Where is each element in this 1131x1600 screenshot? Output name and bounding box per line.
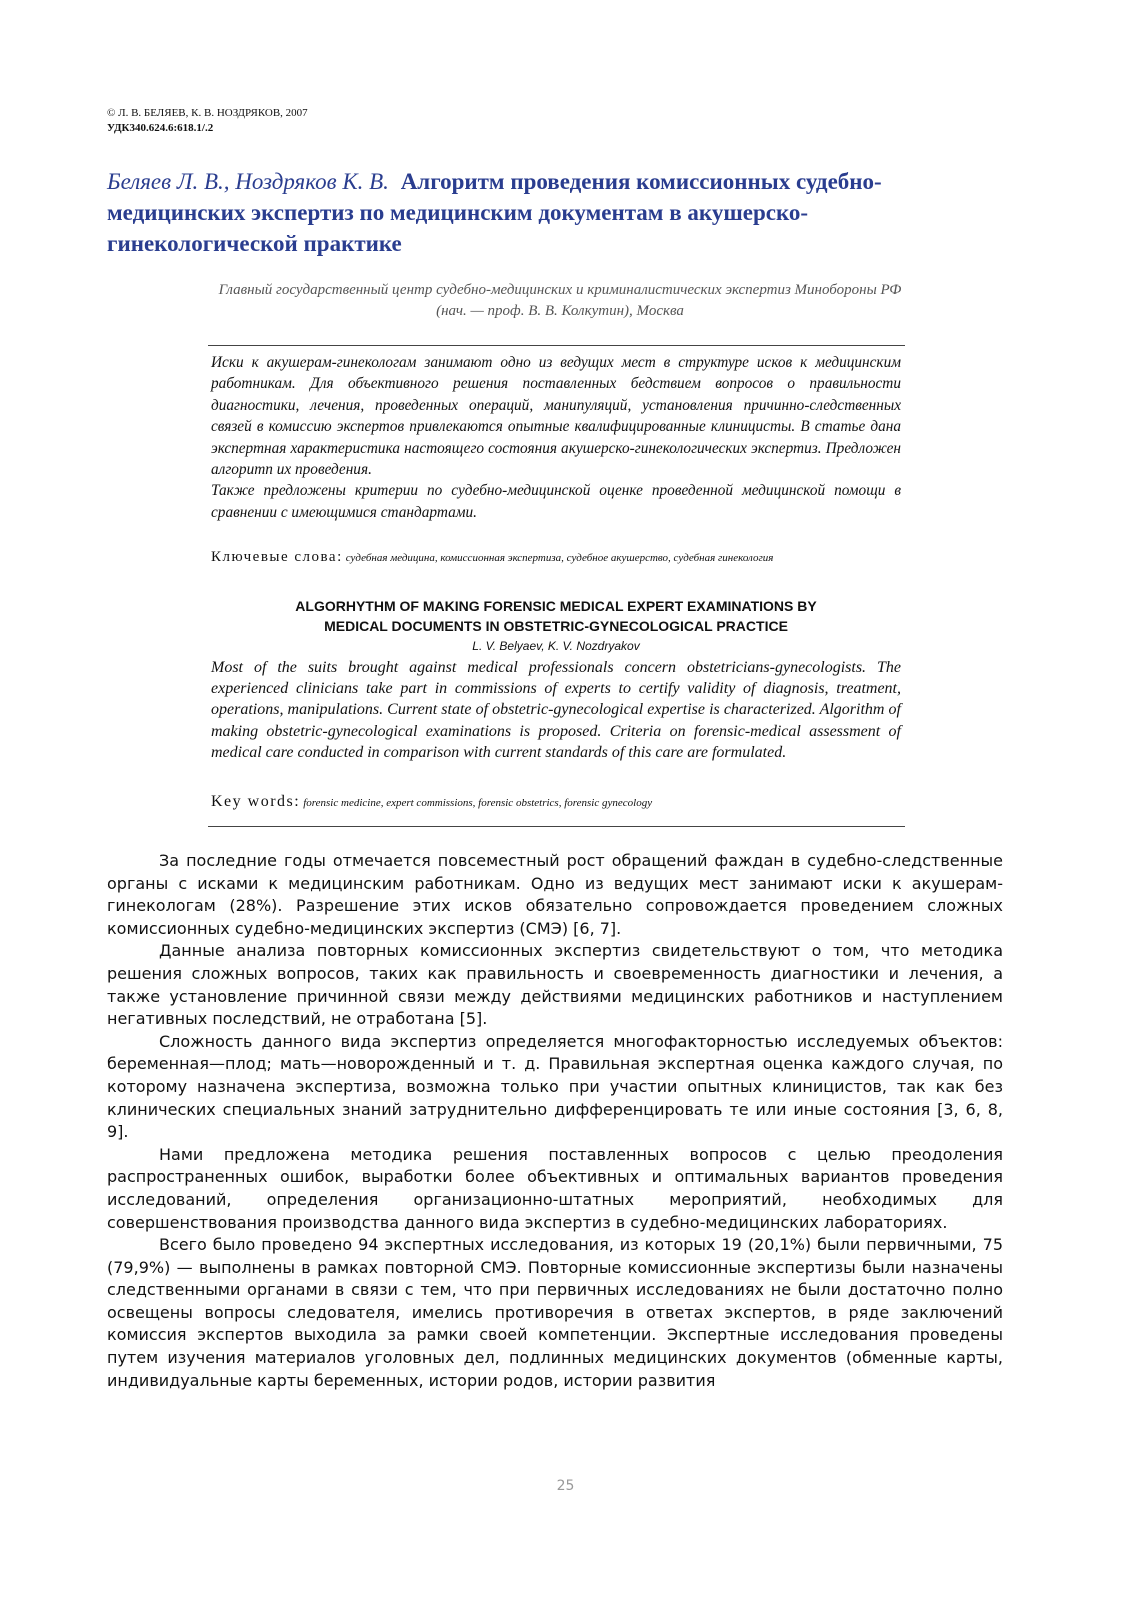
abstract-ru-paragraph-2: Также предложены критерии по судебно-медицинской оценке проведенной медицинской помощи в сравнении с имеющимися стандартами. <box>211 482 901 521</box>
keywords-ru-text: судебная медицина, комиссионная экспертиза, судебное акушерство, судебная гинекология <box>345 552 774 564</box>
udc-code: УДК340.624.6:618.1/.2 <box>107 122 214 134</box>
article-title: Алгоритм проведения комиссионных судебно-медицинских экспертиз по медицинским документам в акушерско-гинекологической практике <box>107 169 882 256</box>
copyright-block <box>107 106 308 136</box>
keywords-ru <box>211 549 901 566</box>
body-paragraph: Сложность данного вида экспертиз определяется многофакторностью исследуемых объектов: беременная—плод; мать—новорожденный и т. д. Правильная экспертная оценка каждого случая, по которому назначена экспертиза, возможна только при участии опытных клиницистов, так как без клинических специальных знаний затруднительно дифференцировать те или иные состояния [3, 6, 8, 9]. <box>107 1031 1003 1142</box>
copyright-line: © Л. В. БЕЛЯЕВ, К. В. НОЗДРЯКОВ, 2007 <box>107 107 308 119</box>
abstract-ru <box>211 352 901 523</box>
keywords-en-label: Key words: <box>211 793 301 810</box>
affiliation-line-2: (нач. — проф. В. В. Колкутин), Москва <box>436 303 684 319</box>
keywords-ru-label: Ключевые слова: <box>211 549 343 565</box>
english-title-line-2: MEDICAL DOCUMENTS IN OBSTETRIC-GYNECOLOGICAL PRACTICE <box>324 618 788 634</box>
abstract-ru-paragraph-1: Иски к акушерам-гинекологам занимают одно из ведущих мест в структуре исков к медицинским работникам. Для объективного решения поставленных бедствием вопросов о правильности диагностики, лечения, проведенных операций, манипуляций, установления причинно-следственных связей в комиссию экспертов привлекаются опытные квалифицированные клиницисты. В статье дана экспертная характеристика настоящего состояния акушерско-гинекологических экспертиз. Предложен алгоритп их проведения. <box>211 354 901 479</box>
body-paragraph: Данные анализа повторных комиссионных экспертиз свидетельствуют о том, что методика решения сложных вопросов, таких как правильность и своевременность диагностики и лечения, а также установление причинной связи между действиями медицинских работников и наступлением негативных последствий, не отработана [5]. <box>107 941 1003 1029</box>
english-authors: L. V. Belyaev, K. V. Nozdryakov <box>472 639 640 653</box>
abstract-box <box>208 345 905 827</box>
body-paragraph: Нами предложена методика решения поставленных вопросов с целью преодоления распространенных ошибок, выработки более объективных и оптимальных вариантов проведения исследований, определения организационно-штатных мероприятий, необходимых для совершенствования производства данного вида экспертиз в судебно-медицинских лабораториях. <box>107 1144 1003 1232</box>
body-paragraph: За последние годы отмечается повсеместный рост обращений фаждан в судебно-следственные органы с исками к медицинским работникам. Одно из ведущих мест занимают иски к акушерам-гинекологам (28%). Разрешение этих исков обязательно сопровождается проведением сложных комиссионных судебно-медицинских экспертиз (СМЭ) [6, 7]. <box>107 851 1003 938</box>
article-heading <box>107 166 957 259</box>
page-number: 25 <box>556 1478 575 1494</box>
body-text <box>107 850 1003 1392</box>
english-title <box>211 596 901 636</box>
affiliation-line-1: Главный государственный центр судебно-медицинских и криминалистических экспертиз Минобороны РФ <box>218 282 902 298</box>
english-title-line-1: ALGORHYTHM OF MAKING FORENSIC MEDICAL EXPERT EXAMINATIONS BY <box>295 598 817 614</box>
body-paragraph: Всего было проведено 94 экспертных исследования, из которых 19 (20,1%) были первичными, 75 (79,9%) — выполнены в рамках повторной СМЭ. Повторные комиссионные экспертизы были назначены следственными органами в связи с тем, что при первичных исследованиях не были достаточно полно освещены вопросы следователя, имелись противоречия в ответах экспертов, в ряде заключений комиссия экспертов выходила за рамки своей компетенции. Экспертные исследования проведены путем изучения материалов уголовных дел, подлинных медицинских документов (обменные карты, индивидуальные карты беременных, истории родов, истории развития <box>107 1235 1003 1390</box>
keywords-en-text: forensic medicine, expert commissions, forensic obstetrics, forensic gynecology <box>303 797 653 809</box>
abstract-en: Most of the suits brought against medical professionals concern obstetricians-gynecologists. The experienced clinicians take part in commissions of experts to certify validity of diagnosis, treatment, operations, manipulations. Current state of obstetric-gynecological expertise is characterized. Algorithm of making obstetric-gynecological examinations is proposed. Criteria on forensic-medical assessment of medical care conducted in comparison with current standards of this care are formulated. <box>211 659 901 761</box>
affiliation <box>160 280 960 322</box>
article-authors: Беляев Л. В., Ноздряков К. В. <box>107 169 389 194</box>
keywords-en <box>211 794 901 811</box>
